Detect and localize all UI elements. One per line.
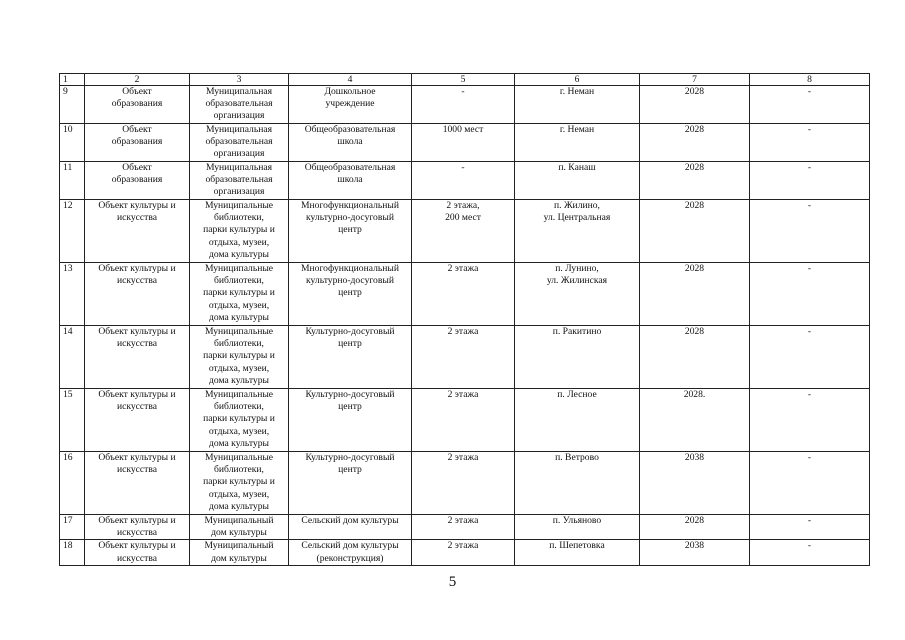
object-type-cell: Объект образования bbox=[85, 86, 190, 124]
location-cell: п. Ульяново bbox=[515, 515, 640, 540]
note-cell: - bbox=[750, 162, 870, 200]
row-number-cell: 15 bbox=[60, 389, 85, 452]
table-row bbox=[60, 515, 870, 540]
table-row bbox=[60, 452, 870, 515]
year-cell: 2038 bbox=[640, 540, 750, 565]
category-cell: Муниципальные библиотеки, парки культуры и отдыха, музеи, дома культуры bbox=[190, 452, 289, 515]
location-cell: п. Канаш bbox=[515, 162, 640, 200]
location-cell: п. Ветрово bbox=[515, 452, 640, 515]
location-cell: г. Неман bbox=[515, 124, 640, 162]
object-type-cell: Объект культуры и искусства bbox=[85, 389, 190, 452]
year-cell: 2028 bbox=[640, 86, 750, 124]
location-cell: п. Лесное bbox=[515, 389, 640, 452]
capacity-cell: 2 этажа bbox=[412, 540, 515, 565]
capacity-cell: 2 этажа bbox=[412, 389, 515, 452]
facility-type-cell: Сельский дом культуры (реконструкция) bbox=[289, 540, 412, 565]
location-cell: п. Жилино, ул. Центральная bbox=[515, 200, 640, 263]
row-number-cell: 17 bbox=[60, 515, 85, 540]
table-header-row bbox=[60, 74, 870, 86]
capacity-cell: 2 этажа bbox=[412, 326, 515, 389]
table-row bbox=[60, 200, 870, 263]
row-number-cell: 16 bbox=[60, 452, 85, 515]
facility-type-cell: Дошкольное учреждение bbox=[289, 86, 412, 124]
capacity-cell: - bbox=[412, 86, 515, 124]
capacity-cell: - bbox=[412, 162, 515, 200]
year-cell: 2028 bbox=[640, 515, 750, 540]
location-cell: г. Неман bbox=[515, 86, 640, 124]
note-cell: - bbox=[750, 389, 870, 452]
object-type-cell: Объект культуры и искусства bbox=[85, 452, 190, 515]
object-type-cell: Объект культуры и искусства bbox=[85, 263, 190, 326]
location-cell: п. Лунино, ул. Жилинская bbox=[515, 263, 640, 326]
category-cell: Муниципальный дом культуры bbox=[190, 540, 289, 565]
year-cell: 2028. bbox=[640, 389, 750, 452]
row-number-cell: 11 bbox=[60, 162, 85, 200]
table-row bbox=[60, 263, 870, 326]
row-number-cell: 10 bbox=[60, 124, 85, 162]
objects-table bbox=[59, 73, 870, 566]
object-type-cell: Объект культуры и искусства bbox=[85, 326, 190, 389]
header-cell-4: 4 bbox=[289, 74, 412, 86]
page-number: 5 bbox=[448, 574, 457, 590]
note-cell: - bbox=[750, 124, 870, 162]
year-cell: 2038 bbox=[640, 452, 750, 515]
object-type-cell: Объект образования bbox=[85, 162, 190, 200]
capacity-cell: 2 этажа bbox=[412, 515, 515, 540]
object-type-cell: Объект культуры и искусства bbox=[85, 515, 190, 540]
year-cell: 2028 bbox=[640, 200, 750, 263]
row-number-cell: 14 bbox=[60, 326, 85, 389]
year-cell: 2028 bbox=[640, 162, 750, 200]
header-cell-3: 3 bbox=[190, 74, 289, 86]
header-cell-1: 1 bbox=[60, 74, 85, 86]
facility-type-cell: Общеобразовательная школа bbox=[289, 162, 412, 200]
table-row bbox=[60, 162, 870, 200]
row-number-cell: 13 bbox=[60, 263, 85, 326]
facility-type-cell: Многофункциональный культурно-досуговый центр bbox=[289, 200, 412, 263]
category-cell: Муниципальные библиотеки, парки культуры и отдыха, музеи, дома культуры bbox=[190, 326, 289, 389]
header-cell-8: 8 bbox=[750, 74, 870, 86]
object-type-cell: Объект культуры и искусства bbox=[85, 540, 190, 565]
category-cell: Муниципальные библиотеки, парки культуры и отдыха, музеи, дома культуры bbox=[190, 389, 289, 452]
category-cell: Муниципальные библиотеки, парки культуры и отдыха, музеи, дома культуры bbox=[190, 200, 289, 263]
header-cell-6: 6 bbox=[515, 74, 640, 86]
note-cell: - bbox=[750, 515, 870, 540]
facility-type-cell: Культурно-досуговый центр bbox=[289, 389, 412, 452]
row-number-cell: 12 bbox=[60, 200, 85, 263]
document-sheet bbox=[59, 73, 870, 566]
note-cell: - bbox=[750, 263, 870, 326]
capacity-cell: 2 этажа bbox=[412, 263, 515, 326]
note-cell: - bbox=[750, 452, 870, 515]
table-row bbox=[60, 124, 870, 162]
category-cell: Муниципальная образовательная организация bbox=[190, 124, 289, 162]
capacity-cell: 2 этажа bbox=[412, 452, 515, 515]
facility-type-cell: Общеобразовательная школа bbox=[289, 124, 412, 162]
location-cell: п. Шепетовка bbox=[515, 540, 640, 565]
object-type-cell: Объект культуры и искусства bbox=[85, 200, 190, 263]
table-row bbox=[60, 86, 870, 124]
capacity-cell: 1000 мест bbox=[412, 124, 515, 162]
category-cell: Муниципальные библиотеки, парки культуры и отдыха, музеи, дома культуры bbox=[190, 263, 289, 326]
table-row bbox=[60, 326, 870, 389]
header-cell-7: 7 bbox=[640, 74, 750, 86]
row-number-cell: 18 bbox=[60, 540, 85, 565]
header-cell-5: 5 bbox=[412, 74, 515, 86]
table-row bbox=[60, 540, 870, 565]
note-cell: - bbox=[750, 540, 870, 565]
table-body bbox=[60, 86, 870, 566]
category-cell: Муниципальный дом культуры bbox=[190, 515, 289, 540]
year-cell: 2028 bbox=[640, 124, 750, 162]
category-cell: Муниципальная образовательная организация bbox=[190, 162, 289, 200]
location-cell: п. Ракитино bbox=[515, 326, 640, 389]
note-cell: - bbox=[750, 326, 870, 389]
note-cell: - bbox=[750, 86, 870, 124]
capacity-cell: 2 этажа, 200 мест bbox=[412, 200, 515, 263]
facility-type-cell: Культурно-досуговый центр bbox=[289, 326, 412, 389]
header-cell-2: 2 bbox=[85, 74, 190, 86]
table-row bbox=[60, 389, 870, 452]
facility-type-cell: Культурно-досуговый центр bbox=[289, 452, 412, 515]
year-cell: 2028 bbox=[640, 326, 750, 389]
category-cell: Муниципальная образовательная организация bbox=[190, 86, 289, 124]
object-type-cell: Объект образования bbox=[85, 124, 190, 162]
note-cell: - bbox=[750, 200, 870, 263]
row-number-cell: 9 bbox=[60, 86, 85, 124]
facility-type-cell: Сельский дом культуры bbox=[289, 515, 412, 540]
year-cell: 2028 bbox=[640, 263, 750, 326]
facility-type-cell: Многофункциональный культурно-досуговый центр bbox=[289, 263, 412, 326]
